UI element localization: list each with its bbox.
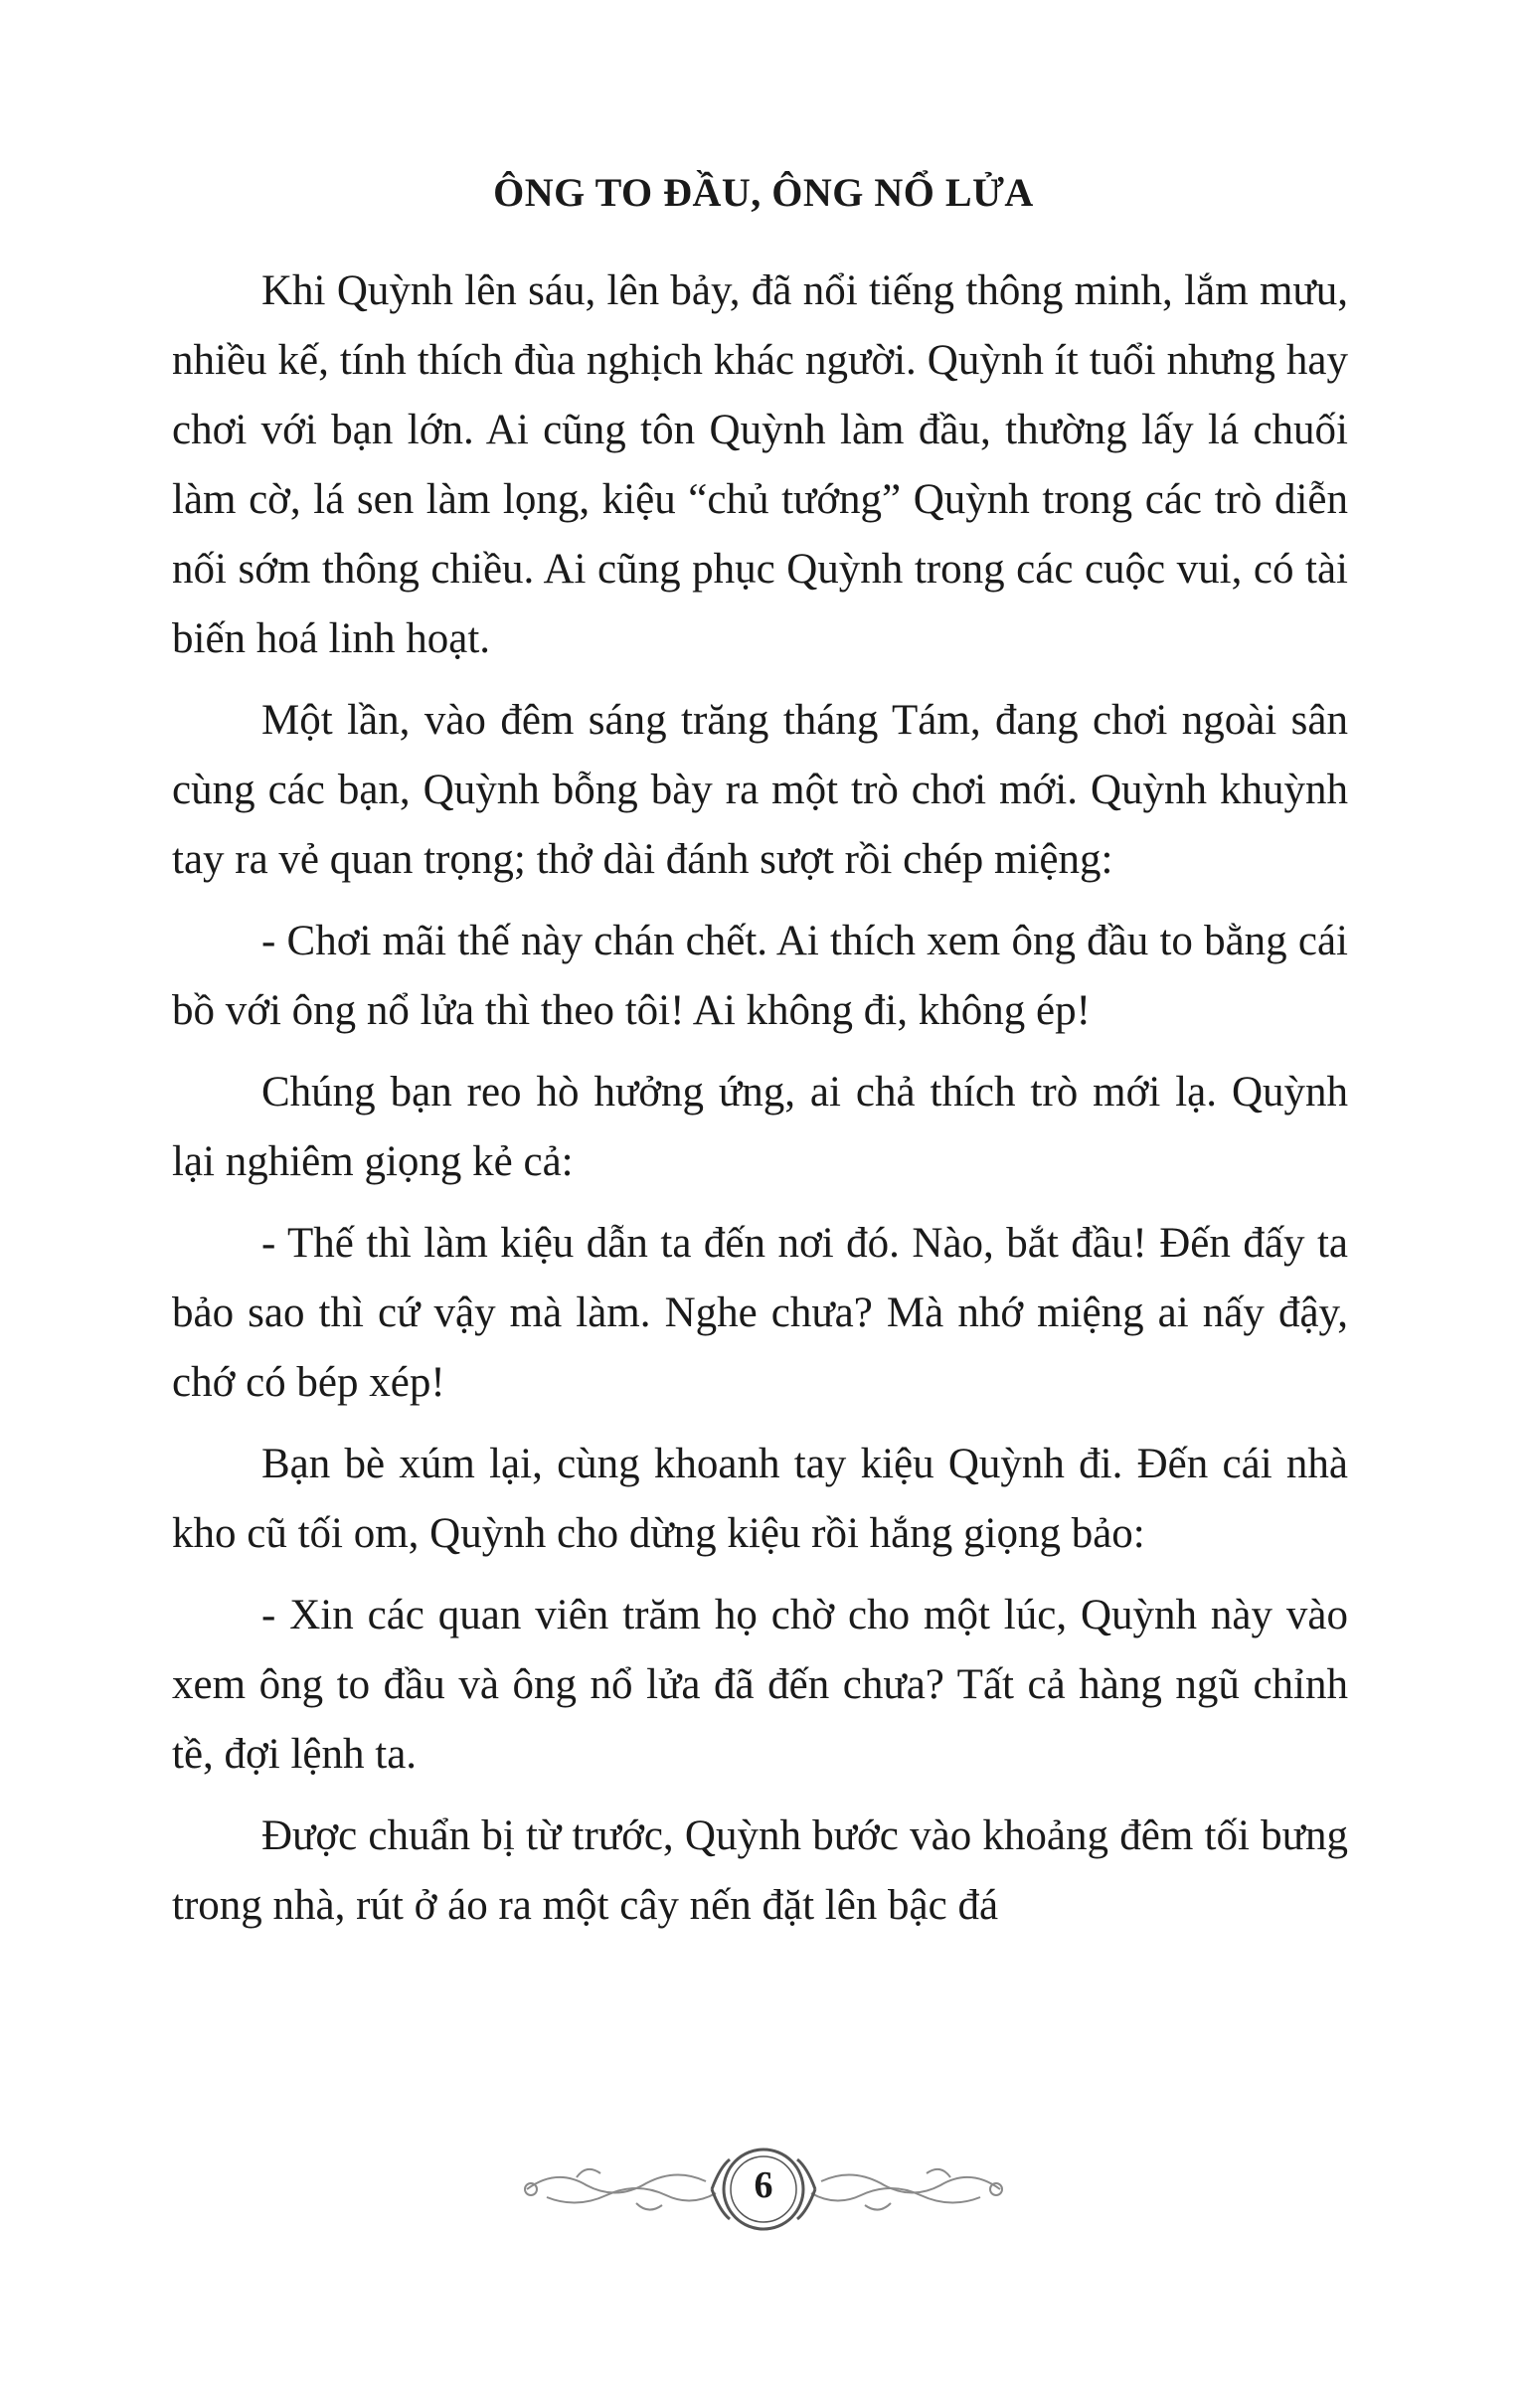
page-number: 6 — [754, 2164, 773, 2206]
paragraph-5: - Thế thì làm kiệu dẫn ta đến nơi đó. Nào, bắt đầu! Đến đấy ta bảo sao thì cứ vậy mà làm. Nghe chưa? Mà nhớ miệng ai nấy đậy, chớ có bép xép! — [172, 1220, 1348, 1406]
paragraph-1: Khi Quỳnh lên sáu, lên bảy, đã nổi tiếng thông minh, lắm mưu, nhiều kế, tính thích đùa nghịch khác người. Quỳnh ít tuổi nhưng hay chơi với bạn lớn. Ai cũng tôn Quỳnh làm đầu, thường lấy lá chuối làm cờ, lá sen làm lọng, kiệu “chủ tướng” Quỳnh trong các trò diễn nối sớm thông chiều. Ai cũng phục Quỳnh trong các cuộc vui, có tài biến hoá linh hoạt. — [172, 267, 1348, 662]
body-text — [172, 257, 1348, 1953]
paragraph-2: Một lần, vào đêm sáng trăng tháng Tám, đang chơi ngoài sân cùng các bạn, Quỳnh bỗng bày ra một trò chơi mới. Quỳnh khuỳnh tay ra vẻ quan trọng; thở dài đánh sượt rồi chép miệng: — [172, 697, 1348, 883]
paragraph-7: - Xin các quan viên trăm họ chờ cho một lúc, Quỳnh này vào xem ông to đầu và ông nổ lửa đã đến chưa? Tất cả hàng ngũ chỉnh tề, đợi lệnh ta. — [172, 1592, 1348, 1778]
paragraph-3: - Chơi mãi thế này chán chết. Ai thích xem ông đầu to bằng cái bồ với ông nổ lửa thì theo tôi! Ai không đi, không ép! — [172, 918, 1348, 1034]
paragraph-4: Chúng bạn reo hò hưởng ứng, ai chả thích trò mới lạ. Quỳnh lại nghiêm giọng kẻ cả: — [172, 1069, 1348, 1185]
paragraph-8: Được chuẩn bị từ trước, Quỳnh bước vào khoảng đêm tối bưng trong nhà, rút ở áo ra một cây nến đặt lên bậc đá — [172, 1812, 1348, 1929]
paragraph-6: Bạn bè xúm lại, cùng khoanh tay kiệu Quỳnh đi. Đến cái nhà kho cũ tối om, Quỳnh cho dừng kiệu rồi hắng giọng bảo: — [172, 1441, 1348, 1557]
page-title: ÔNG TO ĐẦU, ÔNG NỔ LỬA — [493, 170, 1034, 215]
